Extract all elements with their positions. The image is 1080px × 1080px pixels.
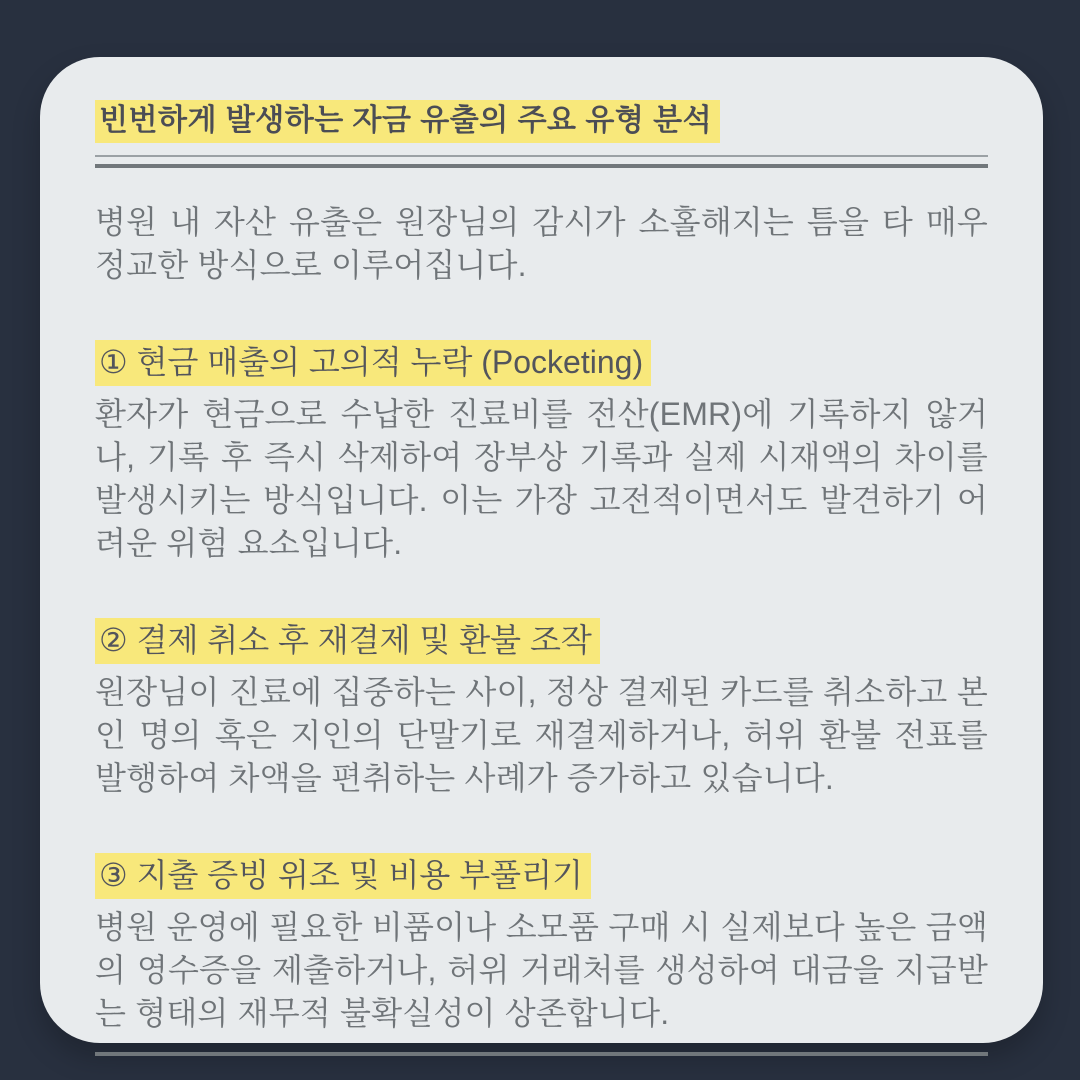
section-1 [95, 341, 988, 565]
section-3 [95, 854, 988, 1035]
footer-divider [95, 1052, 988, 1056]
section-1-heading [95, 341, 988, 384]
section-3-body: 병원 운영에 필요한 비품이나 소모품 구매 시 실제보다 높은 금액의 영수증을 제출하거나, 허위 거래처를 생성하여 대금을 지급받는 형태의 재무적 불확실성이 상존합니다. [95, 909, 988, 1031]
section-3-heading [95, 854, 988, 897]
title-divider [95, 155, 988, 168]
section-2-heading-highlight: ② 결제 취소 후 재결제 및 환불 조작 [95, 618, 600, 664]
content-card [40, 57, 1043, 1043]
card-title [95, 101, 988, 141]
section-2 [95, 619, 988, 800]
section-3-heading-highlight: ③ 지출 증빙 위조 및 비용 부풀리기 [95, 853, 591, 899]
section-2-heading [95, 619, 988, 662]
section-1-body: 환자가 현금으로 수납한 진료비를 전산(EMR)에 기록하지 않거나, 기록 후 즉시 삭제하여 장부상 기록과 실제 시재액의 차이를 발생시키는 방식입니다. 이는 가장 고전적이면서도 발견하기 어려운 위험 요소입니다. [95, 396, 988, 561]
title-highlight: 빈번하게 발생하는 자금 유출의 주요 유형 분석 [95, 100, 720, 143]
section-1-heading-highlight: ① 현금 매출의 고의적 누락 (Pocketing) [95, 340, 651, 386]
intro-paragraph: 병원 내 자산 유출은 원장님의 감시가 소홀해지는 틈을 타 매우 정교한 방식으로 이루어집니다. [95, 204, 988, 283]
section-2-body: 원장님이 진료에 집중하는 사이, 정상 결제된 카드를 취소하고 본인 명의 혹은 지인의 단말기로 재결제하거나, 허위 환불 전표를 발행하여 차액을 편취하는 사례가 증가하고 있습니다. [95, 674, 988, 796]
